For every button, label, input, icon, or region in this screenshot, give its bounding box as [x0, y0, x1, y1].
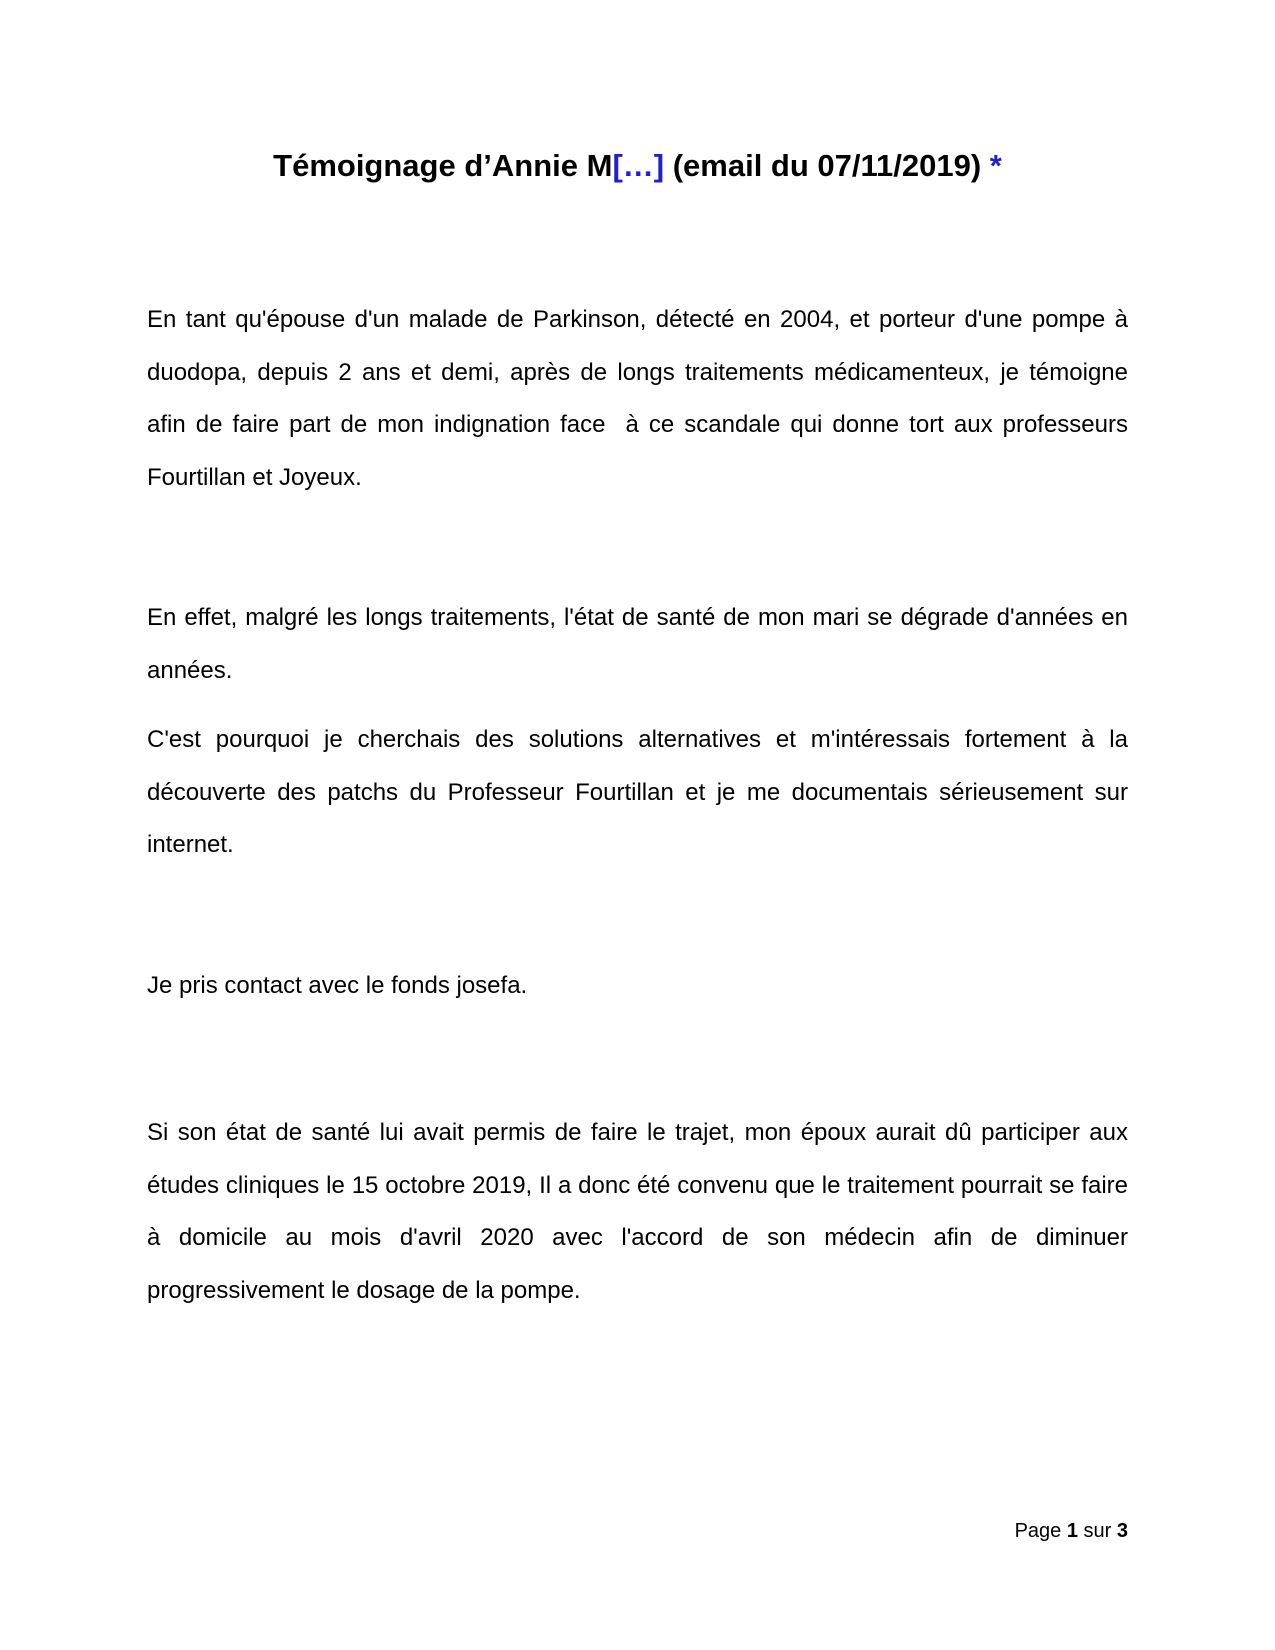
- title-subtitle: (email du 07/11/2019): [664, 148, 990, 183]
- page-footer: [1015, 1518, 1128, 1544]
- paragraph: C'est pourquoi je cherchais des solutions alternatives et m'intéressais fortement à la découverte des patchs du Professeur Fourtillan et je me documentais sérieusement sur internet.: [147, 726, 1128, 858]
- document-title: [0, 146, 1275, 186]
- footer-current-page: 1: [1066, 1520, 1078, 1542]
- title-asterisk: *: [989, 148, 1002, 183]
- paragraph: En tant qu'épouse d'un malade de Parkinson, détecté en 2004, et porteur d'une pompe à duodopa, depuis 2 ans et demi, après de longs traitements médicamenteux, je témoigne afin de faire part de mon indignation face à ce scandale qui donne tort aux professeurs Fourtillan et Joyeux.: [147, 306, 1135, 491]
- title-main: Témoignage d’Annie M: [273, 148, 613, 183]
- paragraph: En effet, malgré les longs traitements, l'état de santé de mon mari se dégrade d'années en années.: [147, 604, 1128, 684]
- paragraph: Je pris contact avec le fonds josefa.: [147, 972, 528, 999]
- footer-page-label: Page: [1014, 1520, 1067, 1542]
- footer-separator: sur: [1077, 1520, 1117, 1542]
- title-redaction-mark: […]: [612, 148, 665, 183]
- paragraph: Si son état de santé lui avait permis de faire le trajet, mon époux aurait dû participer aux études cliniques le 15 octobre 2019, Il a donc été convenu que le traitement pourrait se faire à domicile au mois d'avril 2020 avec l'accord de son médecin afin de diminuer progressivement le dosage de la pompe.: [147, 1119, 1128, 1304]
- footer-total-pages: 3: [1116, 1520, 1128, 1542]
